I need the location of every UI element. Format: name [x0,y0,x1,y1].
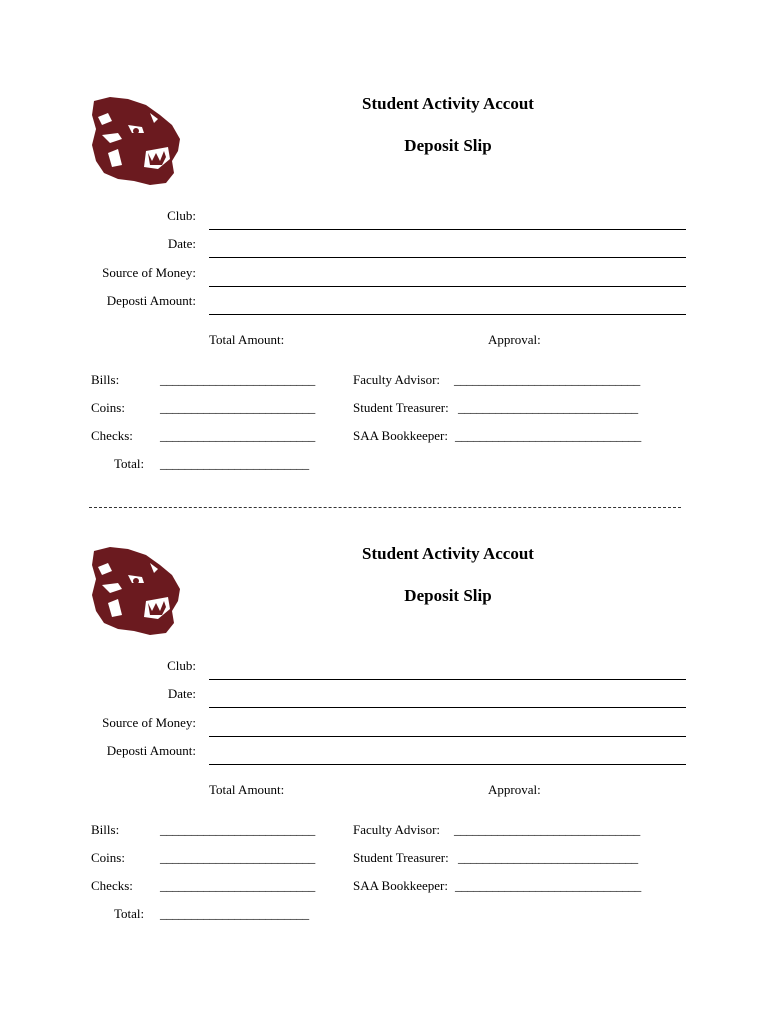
slip-subtitle: Deposit Slip [404,586,492,605]
amount-line[interactable] [209,314,686,315]
faculty-advisor-blank[interactable]: ______________________________ [454,372,641,387]
wildcat-logo-icon [88,95,184,187]
slip-title: Student Activity Accout [362,94,534,113]
club-label: Club: [167,208,196,223]
club-line[interactable] [209,229,686,230]
coins-blank[interactable]: _________________________ [160,400,316,415]
coins-label: Coins: [91,400,125,415]
total-blank[interactable]: ________________________ [160,456,309,471]
student-treasurer-label: Student Treasurer: [353,850,449,865]
amount-line[interactable] [209,764,686,765]
source-label: Source of Money: [102,265,196,280]
total-label: Total: [114,456,145,471]
wildcat-logo-icon [88,545,184,637]
student-treasurer-blank[interactable]: _____________________________ [458,850,638,865]
saa-bookkeeper-label: SAA Bookkeeper: [353,428,448,443]
total-label: Total: [114,906,145,921]
total-blank[interactable]: ________________________ [160,906,309,921]
total-amount-heading: Total Amount: [209,332,285,347]
approval-heading: Approval: [488,332,541,347]
source-line[interactable] [209,736,686,737]
bills-blank[interactable]: _________________________ [160,822,316,837]
faculty-advisor-blank[interactable]: ______________________________ [454,822,641,837]
deposit-slip-2 [0,450,770,921]
amount-label: Deposti Amount: [106,293,196,308]
coins-label: Coins: [91,850,125,865]
bills-label: Bills: [91,822,120,837]
source-label: Source of Money: [102,715,196,730]
bills-blank[interactable]: _________________________ [160,372,316,387]
saa-bookkeeper-blank[interactable]: ______________________________ [455,878,642,893]
checks-blank[interactable]: _________________________ [160,878,316,893]
approval-heading: Approval: [488,782,541,797]
coins-blank[interactable]: _________________________ [160,850,316,865]
checks-blank[interactable]: _________________________ [160,428,316,443]
date-label: Date: [167,686,196,701]
club-line[interactable] [209,679,686,680]
amount-label: Deposti Amount: [106,743,196,758]
deposit-slip-1 [0,0,770,471]
date-line[interactable] [209,707,686,708]
source-line[interactable] [209,286,686,287]
saa-bookkeeper-label: SAA Bookkeeper: [353,878,448,893]
student-treasurer-label: Student Treasurer: [353,400,449,415]
checks-label: Checks: [91,428,133,443]
total-amount-heading: Total Amount: [209,782,285,797]
club-label: Club: [167,658,196,673]
saa-bookkeeper-blank[interactable]: ______________________________ [455,428,642,443]
slip-subtitle: Deposit Slip [404,136,492,155]
checks-label: Checks: [91,878,133,893]
date-line[interactable] [209,257,686,258]
faculty-advisor-label: Faculty Advisor: [353,822,441,837]
bills-label: Bills: [91,372,120,387]
date-label: Date: [167,236,196,251]
slip-title: Student Activity Accout [362,544,534,563]
faculty-advisor-label: Faculty Advisor: [353,372,441,387]
student-treasurer-blank[interactable]: _____________________________ [458,400,638,415]
